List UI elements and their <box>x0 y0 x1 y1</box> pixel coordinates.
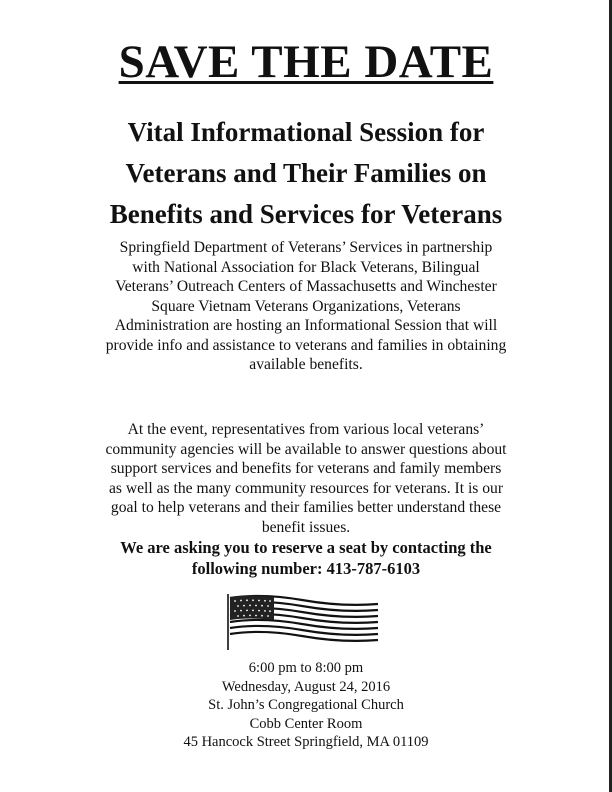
event-paragraph <box>64 420 548 537</box>
intro-line: Administration are hosting an Informational Session that will <box>114 317 498 334</box>
intro-line: provide info and assistance to veterans and families in obtaining <box>105 336 507 354</box>
event-line: goal to help veterans and their families better understand these <box>110 499 502 516</box>
american-flag-icon <box>222 592 382 652</box>
intro-paragraph <box>64 238 548 375</box>
intro-line: Square Vietnam Veterans Organizations, Veterans <box>151 297 461 315</box>
event-time: 6:00 pm to 8:00 pm <box>248 660 364 676</box>
event-line: benefit issues. <box>261 518 351 536</box>
event-room: Cobb Center Room <box>249 715 363 732</box>
subtitle-line: Vital Informational Session for <box>127 117 485 147</box>
subtitle-line: Veterans and Their Families on <box>125 158 487 188</box>
event-date: Wednesday, August 24, 2016 <box>221 678 391 695</box>
event-line: support services and benefits for veterans and family members <box>110 460 502 477</box>
event-line: community agencies will be available to answer questions about <box>105 440 507 458</box>
cta-line: We are asking you to reserve a seat by contacting the <box>120 538 492 557</box>
subtitle <box>40 112 572 235</box>
intro-line: available benefits. <box>249 356 363 373</box>
event-address: 45 Hancock Street Springfield, MA 01109 <box>183 734 429 751</box>
intro-line: Springfield Department of Veterans’ Services in partnership <box>119 239 493 256</box>
event-line: At the event, representatives from various local veterans’ <box>127 421 485 438</box>
intro-line: with National Association for Black Veterans, Bilingual <box>132 258 480 276</box>
headline-text: SAVE THE DATE <box>118 36 494 88</box>
subtitle-line: Benefits and Services for Veterans <box>109 199 503 229</box>
headline <box>0 34 612 90</box>
event-venue: St. John’s Congregational Church <box>208 697 404 714</box>
cta-line: following number: 413-787-6103 <box>191 559 421 578</box>
event-details <box>100 659 512 752</box>
intro-line: Veterans’ Outreach Centers of Massachusetts and Winchester <box>115 278 497 295</box>
event-line: as well as the many community resources for veterans. It is our <box>108 479 504 497</box>
reserve-seat-notice <box>70 537 542 579</box>
